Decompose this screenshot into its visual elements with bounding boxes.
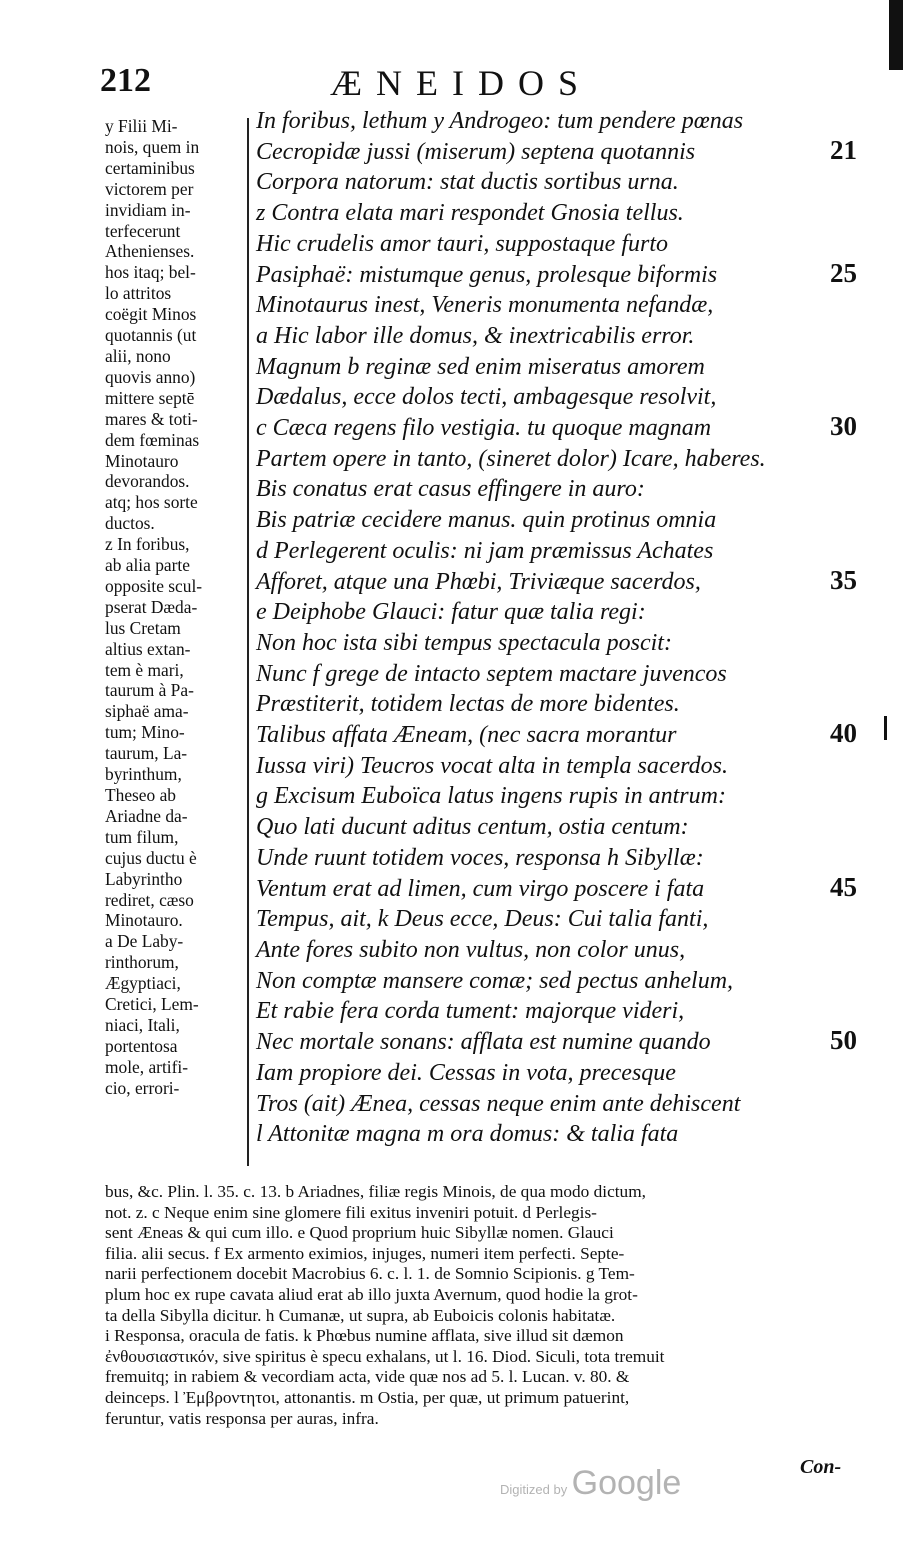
- verse-line: Tros (ait) Ænea, cessas neque enim ante dehiscent: [256, 1090, 741, 1117]
- margin-note-line: portentosa: [105, 1035, 178, 1056]
- margin-note-line: niaci, Itali,: [105, 1014, 180, 1035]
- footnote-line: i Responsa, oracula de fatis. k Phœbus numine afflata, sive illud sit dæmon: [105, 1326, 624, 1346]
- margin-note-line: quovis anno): [105, 366, 196, 387]
- verse-line: In foribus, lethum y Androgeo: tum pendere pœnas: [256, 108, 744, 134]
- margin-note-line: Minotauro.: [105, 910, 183, 931]
- verse-line: Bis conatus erat casus effingere in auro:: [256, 476, 645, 503]
- margin-note-line: ab alia parte: [105, 555, 190, 576]
- margin-note-line: Theseo ab: [105, 785, 176, 805]
- margin-note-line: victorem per: [105, 178, 194, 199]
- digitization-watermark: [500, 1464, 681, 1503]
- verse-line: Corpora natorum: stat ductis sortibus urna.: [256, 169, 679, 196]
- verse-line: c Cæca regens filo vestigia. tu quoque magnam: [256, 415, 712, 442]
- margin-note-line: mittere septē: [105, 387, 195, 408]
- margin-note-line: z In foribus,: [105, 534, 190, 555]
- margin-note-line: tum; Mino-: [105, 722, 185, 743]
- margin-note-line: devorandos.: [105, 471, 190, 492]
- footnote-line: ta della Sibylla dicitur. h Cumanæ, ut supra, ab Euboicis colonis habitatæ.: [105, 1305, 616, 1325]
- verse-line: Afforet, atque una Phœbi, Triviæque sacerdos,: [256, 568, 701, 595]
- watermark-brand: Google: [571, 1464, 682, 1502]
- verse-line: Partem opere in tanto, (sineret dolor) Icare, haberes.: [256, 445, 766, 472]
- margin-mark: [884, 716, 887, 740]
- margin-note-line: tum filum,: [105, 826, 179, 847]
- margin-note-line: taurum à Pa-: [105, 680, 194, 701]
- footnote-line: feruntur, vatis responsa per auras, infra.: [105, 1408, 379, 1428]
- margin-note-line: nois, quem in: [105, 136, 200, 157]
- margin-note-line: lo attritos: [105, 283, 172, 304]
- verse-line: Ante fores subito non vultus, non color unus,: [256, 936, 686, 963]
- verse-line: Cecropidæ jussi (miserum) septena quotannis: [256, 138, 696, 165]
- margin-note-line: certaminibus: [105, 157, 195, 178]
- verse-line: Hic crudelis amor tauri, suppostaque furto: [256, 230, 668, 257]
- margin-note-line: Labyrintho: [105, 868, 183, 889]
- margin-note-line: rinthorum,: [105, 952, 179, 973]
- margin-note-line: coëgit Minos: [105, 304, 197, 325]
- verse-line: Dædalus, ecce dolos tecti, ambagesque resolvit,: [256, 384, 717, 411]
- verse-line: Minotaurus inest, Veneris monumenta nefandæ,: [256, 292, 714, 319]
- footnote-line: narii perfectionem docebit Macrobius 6. c. l. 1. de Somnio Scipionis. g Tem-: [105, 1264, 635, 1284]
- footnote-line: not. z. c Neque enim sine glomere fili exitus inveniri potuit. d Perlegis-: [105, 1202, 597, 1222]
- verse-line: Nec mortale sonans: afflata est numine quando: [256, 1029, 711, 1056]
- footnote-line: filia. alii secus. f Ex armento eximios, injuges, numeri item perfecti. Septe-: [105, 1243, 625, 1263]
- margin-note-line: invidiam in-: [105, 199, 191, 220]
- margin-note-line: cujus ductu è: [105, 847, 197, 868]
- line-number: 21: [830, 134, 857, 165]
- page-number: 212: [100, 62, 151, 99]
- margin-note-line: mole, artifi-: [105, 1056, 189, 1077]
- margin-note-line: quotannis (ut: [105, 325, 197, 346]
- margin-note-line: cio, errori-: [105, 1077, 180, 1098]
- margin-note-line: taurum, La-: [105, 743, 188, 764]
- catchword: Con-: [800, 1456, 842, 1478]
- margin-note-line: tem è mari,: [105, 659, 184, 680]
- margin-note-line: siphaë ama-: [105, 701, 189, 722]
- line-number: 45: [830, 871, 857, 902]
- line-number: 30: [830, 411, 857, 441]
- footnote-line: fremuitq; in rabiem & vecordiam acta, vide quæ nos ad 5. l. Lucan. v. 80. &: [105, 1367, 630, 1387]
- margin-note-line: alii, nono: [105, 345, 171, 366]
- column-rule: [247, 118, 249, 1166]
- verse-line: Ventum erat ad limen, cum virgo poscere i fata: [256, 875, 705, 902]
- verse-line: Quo lati ducunt aditus centum, ostia centum:: [256, 814, 689, 841]
- footnote-line: bus, &c. Plin. l. 35. c. 13. b Ariadnes, filiæ regis Minois, de qua modo dictum,: [105, 1182, 646, 1201]
- running-title: ÆNEIDOS: [330, 63, 593, 103]
- margin-note-line: dem fœminas: [105, 429, 200, 450]
- verse-line: Et rabie fera corda tument: majorque videri,: [256, 998, 685, 1025]
- footnote-line: sent Æneas & qui cum illo. e Quod proprium huic Sibyllæ nomen. Glauci: [105, 1223, 614, 1243]
- margin-note-line: lus Cretam: [105, 617, 181, 638]
- margin-note-line: altius extan-: [105, 638, 191, 659]
- page-edge-shadow: [889, 0, 903, 70]
- verse-line: Non hoc ista sibi tempus spectacula poscit:: [256, 629, 672, 656]
- line-number: 25: [830, 257, 857, 288]
- margin-note-line: rediret, cæso: [105, 889, 194, 910]
- verse-line: l Attonitæ magna m ora domus: & talia fata: [256, 1121, 679, 1148]
- watermark-prefix: Digitized by: [500, 1482, 568, 1497]
- margin-note-line: y Filii Mi-: [105, 116, 178, 136]
- margin-note-line: atq; hos sorte: [105, 492, 198, 513]
- verse-line: Iussa viri) Teucros vocat alta in templa sacerdos.: [256, 752, 728, 779]
- margin-note-line: Ægyptiaci,: [105, 973, 181, 994]
- line-number: 40: [830, 718, 857, 748]
- margin-note-line: Cretici, Lem-: [105, 994, 199, 1015]
- footnotes: [105, 1182, 865, 1429]
- margin-note-line: ductos.: [105, 513, 155, 534]
- verse-line: g Excisum Euboïca latus ingens rupis in antrum:: [256, 783, 726, 810]
- margin-note-line: Athenienses.: [105, 241, 195, 262]
- verse-line: z Contra elata mari respondet Gnosia tellus.: [256, 200, 684, 227]
- footnote-line: plum hoc ex rupe cavata aliud erat ab illo juxta Avernum, quod hodie la grot-: [105, 1284, 638, 1304]
- verse-line: Talibus affata Æneam, (nec sacra morantur: [256, 722, 677, 749]
- line-number: 35: [830, 564, 857, 595]
- margin-notes: [105, 116, 245, 1099]
- verse-line: a Hic labor ille domus, & inextricabilis error.: [256, 322, 695, 349]
- margin-note-line: opposite scul-: [105, 575, 203, 596]
- verse-line: Præstiterit, totidem lectas de more bidentes.: [256, 691, 680, 718]
- verse-line: Tempus, ait, k Deus ecce, Deus: Cui talia fanti,: [256, 906, 709, 933]
- verse-column: [256, 106, 856, 1150]
- verse-line: Bis patriæ cecidere manus. quin protinus omnia: [256, 507, 717, 534]
- footnote-line: deinceps. l Ἐμβροντητοι, attonantis. m Ostia, per quæ, ut primum patuerint,: [105, 1387, 630, 1407]
- verse-line: Iam propiore dei. Cessas in vota, precesque: [256, 1059, 676, 1086]
- margin-note-line: terfecerunt: [105, 220, 181, 241]
- verse-line: Magnum b reginæ sed enim miseratus amorem: [256, 353, 705, 380]
- verse-line: d Perlegerent oculis: ni jam præmissus Achates: [256, 537, 714, 564]
- margin-note-line: pserat Dæda-: [105, 596, 198, 617]
- line-number: 50: [830, 1025, 857, 1055]
- footnote-line: ἐνθουσιαστικόν, sive spiritus è specu exhalans, ut l. 16. Diod. Siculi, tota tremuit: [105, 1346, 665, 1366]
- margin-note-line: Ariadne da-: [105, 805, 188, 826]
- verse-line: e Deiphobe Glauci: fatur quæ talia regi:: [256, 599, 646, 626]
- verse-line: Pasiphaë: mistumque genus, prolesque biformis: [256, 261, 718, 288]
- page-header: [0, 62, 903, 104]
- margin-note-line: mares & toti-: [105, 408, 198, 429]
- verse-line: Nunc f grege de intacto septem mactare juvencos: [256, 660, 727, 687]
- margin-note-line: hos itaq; bel-: [105, 262, 196, 283]
- verse-line: Non comptæ mansere comæ; sed pectus anhelum,: [256, 967, 734, 994]
- margin-note-line: a De Laby-: [105, 931, 184, 952]
- margin-note-line: byrinthum,: [105, 764, 182, 785]
- verse-line: Unde ruunt totidem voces, responsa h Sibyllæ:: [256, 844, 704, 871]
- margin-note-line: Minotauro: [105, 450, 179, 471]
